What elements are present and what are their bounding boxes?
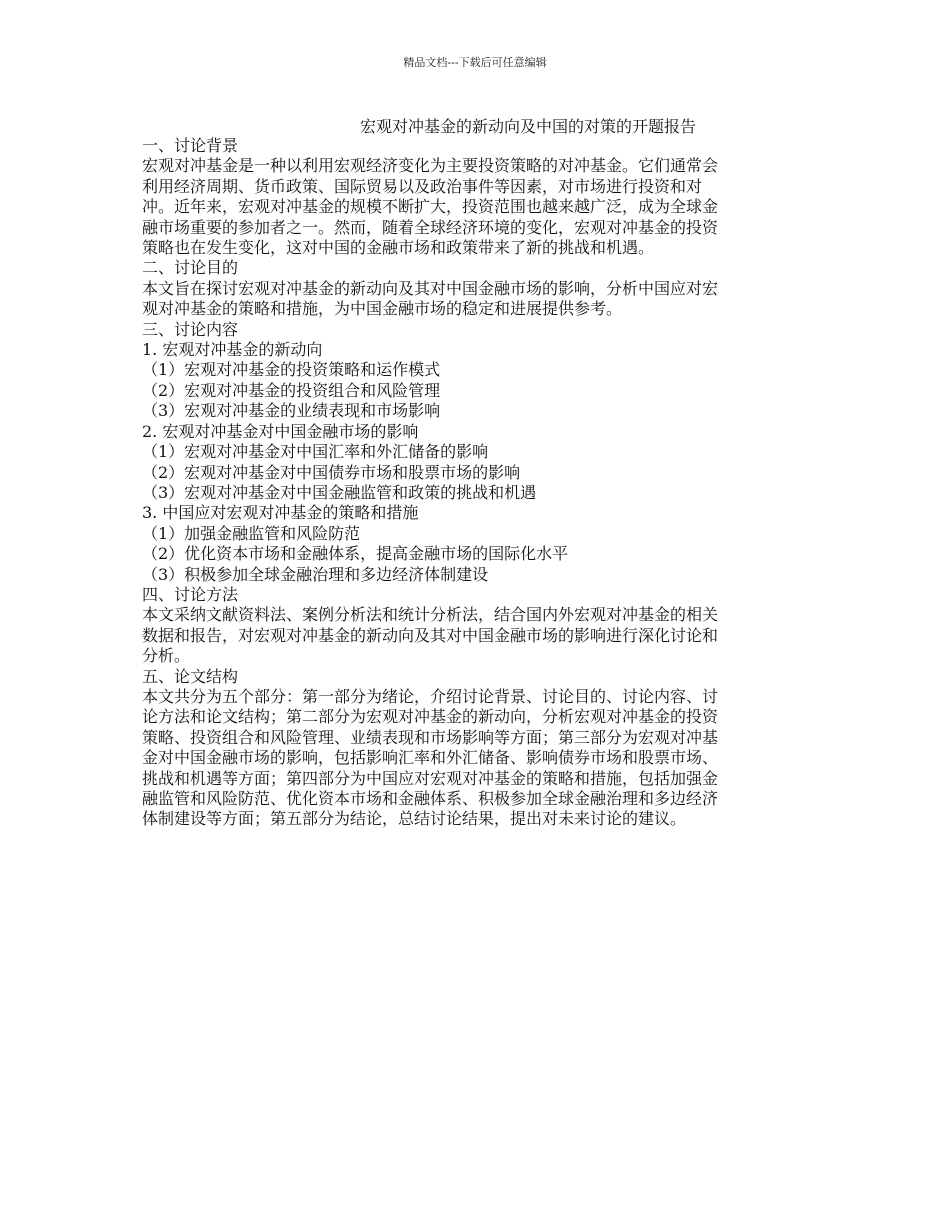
list-item: （3）宏观对冲基金的业绩表现和市场影响 bbox=[142, 401, 441, 421]
list-item: 1. 宏观对冲基金的新动向 bbox=[142, 340, 323, 360]
paragraph-line: 策略也在发生变化，这对中国的金融市场和政策带来了新的挑战和机遇。 bbox=[142, 238, 655, 258]
list-item: （3）积极参加全球金融治理和多边经济体制建设 bbox=[142, 564, 489, 584]
section-heading: 二、讨论目的 bbox=[142, 258, 239, 278]
paragraph-line: 观对冲基金的策略和措施，为中国金融市场的稳定和进展提供参考。 bbox=[142, 299, 623, 319]
paragraph-line: 本文采纳文献资料法、案例分析法和统计分析法，结合国内外宏观对冲基金的相关 bbox=[142, 605, 719, 625]
paragraph-line: 挑战和机遇等方面；第四部分为中国应对宏观对冲基金的策略和措施，包括加强金 bbox=[142, 768, 719, 788]
section-structure bbox=[142, 667, 814, 830]
paragraph-line: 策略、投资组合和风险管理、业绩表现和市场影响等方面；第三部分为宏观对冲基 bbox=[142, 727, 719, 747]
list-item: 2. 宏观对冲基金对中国金融市场的影响 bbox=[142, 421, 419, 441]
section-heading: 三、讨论内容 bbox=[142, 319, 239, 339]
paragraph-line: 宏观对冲基金是一种以利用宏观经济变化为主要投资策略的对冲基金。它们通常会 bbox=[142, 156, 719, 176]
section-heading: 四、讨论方法 bbox=[142, 584, 239, 604]
paragraph-line: 冲。近年来，宏观对冲基金的规模不断扩大，投资范围也越来越广泛，成为全球金 bbox=[142, 197, 719, 217]
paragraph-line: 本文旨在探讨宏观对冲基金的新动向及其对中国金融市场的影响，分析中国应对宏 bbox=[142, 278, 719, 298]
document-title: 宏观对冲基金的新动向及中国的对策的开题报告 bbox=[360, 117, 697, 136]
list-item: （2）宏观对冲基金对中国债券市场和股票市场的影响 bbox=[142, 462, 521, 482]
paragraph-line: 分析。 bbox=[142, 646, 191, 666]
section-background bbox=[142, 136, 814, 258]
paragraph-line: 融监管和风险防范、优化资本市场和金融体系、积极参加全球金融治理和多边经济 bbox=[142, 789, 719, 808]
list-item: （2）宏观对冲基金的投资组合和风险管理 bbox=[142, 380, 441, 400]
list-item: （1）加强金融监管和风险防范 bbox=[142, 523, 361, 543]
paragraph-line: 本文共分为五个部分：第一部分为绪论，介绍讨论背景、讨论目的、讨论内容、讨 bbox=[142, 686, 719, 706]
section-heading: 一、讨论背景 bbox=[142, 136, 239, 155]
paragraph-line: 数据和报告，对宏观对冲基金的新动向及其对中国金融市场的影响进行深化讨论和 bbox=[142, 625, 719, 645]
list-item: （3）宏观对冲基金对中国金融监管和政策的挑战和机遇 bbox=[142, 482, 537, 502]
section-heading: 五、论文结构 bbox=[142, 666, 239, 686]
paragraph-line: 利用经济周期、货币政策、国际贸易以及政治事件等因素，对市场进行投资和对 bbox=[142, 176, 703, 196]
paragraph-line: 体制建设等方面；第五部分为结论，总结讨论结果，提出对未来讨论的建议。 bbox=[142, 809, 687, 829]
list-item: （1）宏观对冲基金的投资策略和运作模式 bbox=[142, 360, 441, 380]
section-method bbox=[142, 585, 814, 667]
list-item: （2）优化资本市场和金融体系，提高金融市场的国际化水平 bbox=[142, 544, 569, 564]
document-body bbox=[142, 136, 814, 830]
list-item: 3. 中国应对宏观对冲基金的策略和措施 bbox=[142, 503, 419, 523]
paragraph-line: 金对中国金融市场的影响，包括影响汇率和外汇储备、影响债券市场和股票市场、 bbox=[142, 748, 719, 768]
paragraph-line: 论方法和论文结构；第二部分为宏观对冲基金的新动向，分析宏观对冲基金的投资 bbox=[142, 707, 719, 727]
section-purpose bbox=[142, 258, 814, 319]
list-item: （1）宏观对冲基金对中国汇率和外汇储备的影响 bbox=[142, 442, 489, 462]
section-content bbox=[142, 320, 814, 585]
page-header: 精品文档---下载后可任意编辑 bbox=[403, 56, 547, 69]
paragraph-line: 融市场重要的参加者之一。然而，随着全球经济环境的变化，宏观对冲基金的投资 bbox=[142, 217, 719, 237]
